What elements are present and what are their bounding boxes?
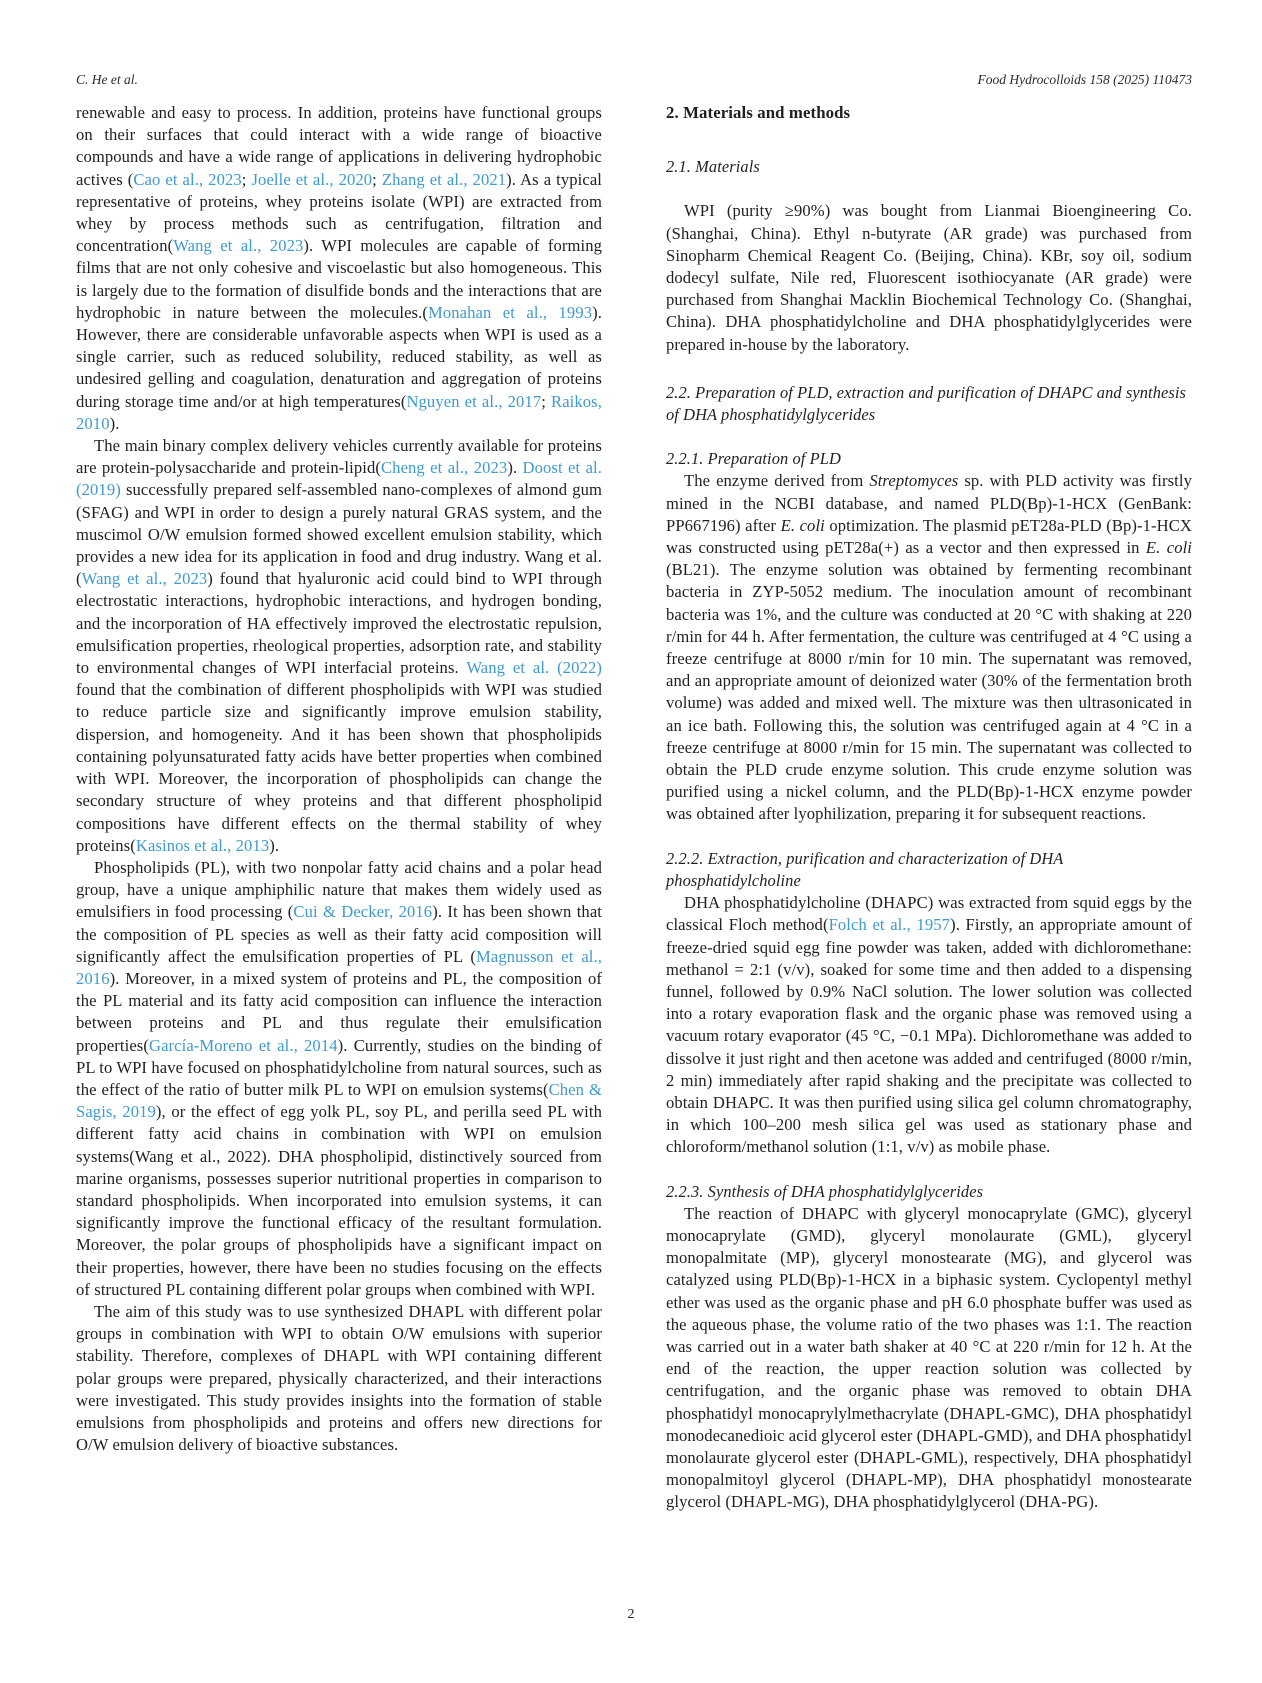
citation-link[interactable]: Nguyen et al., 2017 [406,391,542,411]
italic-term: E. coli [780,515,825,535]
paragraph: The aim of this study was to use synthesized DHAPL with different polar groups in combination with WPI to obtain O/W emulsions with superior stability. Therefore, complexes of DHAPL with WPI containing different polar groups were prepared, physically characterized, and their interactions were investigated. This study provides insights into the formation of stable emulsions from phospholipids and proteins and offers new directions for O/W emulsion delivery of bioactive substances. [76,1301,602,1455]
page-body [76,102,1192,1514]
paragraph: The main binary complex delivery vehicles currently available for proteins are protein-polysaccharide and protein-lipid(Cheng et al., 2023). Doost et al. (2019) successfully prepared self-assembled nano-complexes of almond gum (SFAG) and WPI in order to design a purely natural GRAS system, and the muscimol O/W emulsion formed showed excellent emulsion stability, which provides a new idea for its application in food and drug industry. Wang et al.(Wang et al., 2023) found that hyaluronic acid could bind to WPI through electrostatic interactions, hydrophobic interactions, and hydrogen bonding, and the incorporation of HA effectively improved the electrostatic repulsion, emulsification properties, rheological properties, adsorption rate, and stability to environmental changes of WPI interfacial proteins. Wang et al. (2022) found that the combination of different phospholipids with WPI was studied to reduce particle size and significantly improve emulsion stability, dispersion, and homogeneity. And it has been shown that phospholipids containing polyunsaturated fatty acids have better properties when combined with WPI. Moreover, the incorporation of phospholipids can change the secondary structure of whey proteins and that different phospholipid compositions have different effects on the thermal stability of whey proteins(Kasinos et al., 2013). [76,436,603,855]
citation-link[interactable]: Wang et al. (2022) [466,658,602,678]
right-column [666,102,1192,1514]
subsection-heading: 2.2. Preparation of PLD, extraction and purification of DHAPC and synthesis of DHA phosphatidylglycerides [666,382,1186,425]
citation-link[interactable]: Wang et al., 2023 [173,236,304,256]
subsection-heading: 2.2.2. Extraction, purification and characterization of DHA phosphatidylcholine [666,848,1064,890]
citation-link[interactable]: Joelle et al., 2020 [251,169,373,189]
subsection-heading: 2.2.3. Synthesis of DHA phosphatidylglycerides [666,1181,984,1201]
citation-link[interactable]: Zhang et al., 2021 [381,169,507,189]
paragraph: The enzyme derived from Streptomyces sp. with PLD activity was firstly mined in the NCBI database, and named PLD(Bp)-1-HCX (GenBank: PP667196) after E. coli optimization. The plasmid pET28a-PLD (Bp)-1-HCX was constructed using pET28a(+) as a vector and then expressed in E. coli (BL21). The enzyme solution was obtained by fermenting recombinant bacteria in ZYP-5052 medium. The inoculation amount of recombinant bacteria was 1%, and the culture was conducted at 20 °C with shaking at 220 r/min for 44 h. After fermentation, the culture was centrifuged at 4 °C using a freeze centrifuge at 8000 r/min for 10 min. The supernatant was removed, and an appropriate amount of deionized water (30% of the fermentation broth volume) was added and mixed well. The mixture was then ultrasonicated in an ice bath. Following this, the solution was centrifuged again at 4 °C in a freeze centrifuge at 8000 r/min for 15 min. The supernatant was collected to obtain the PLD crude enzyme solution. This crude enzyme solution was purified using a nickel column, and the PLD(Bp)-1-HCX enzyme powder was obtained after lyophilization, preparing it for subsequent reactions. [666,471,1193,824]
subsection-heading: 2.1. Materials [666,157,760,177]
paragraph: Phospholipids (PL), with two nonpolar fatty acid chains and a polar head group, have a unique amphiphilic nature that makes them widely used as emulsifiers in food processing (Cui & Decker, 2016). It has been shown that the composition of PL species as well as their fatty acid composition will significantly affect the emulsification properties of PL (Magnusson et al., 2016). Moreover, in a mixed system of proteins and PL, the composition of the PL material and its fatty acid composition can influence the interaction between proteins and PL and thus regulate their emulsification properties(García-Moreno et al., 2014). Currently, studies on the binding of PL to WPI have focused on phosphatidylcholine from natural sources, such as the effect of the ratio of butter milk PL to WPI on emulsion systems(Chen & Sagis, 2019), or the effect of egg yolk PL, soy PL, and perilla seed PL with different fatty acid chains in combination with WPI on emulsion systems(Wang et al., 2022). DHA phospholipid, distinctively sourced from marine organisms, possesses superior nutritional properties in comparison to standard phospholipids. When incorporated into emulsion systems, it can significantly improve the functional efficacy of the resultant formulation. Moreover, the polar groups of phospholipids have a significant impact on their properties, however, there have been no studies focusing on the effects of structured PL containing different polar groups when combined with WPI. [76,857,602,1299]
subsection-heading: 2.2.1. Preparation of PLD [666,449,841,469]
citation-link[interactable]: Chen & Sagis, 2019 [76,1079,602,1122]
section-heading: 2. Materials and methods [666,103,851,122]
citation-link[interactable]: Cao et al., 2023 [133,169,242,189]
citation-link[interactable]: Wang et al., 2023 [81,569,208,589]
citation-link[interactable]: Doost et al. (2019) [76,458,602,500]
page-number: 2 [627,1607,635,1622]
paragraph: The reaction of DHAPC with glyceryl monocaprylate (GMC), glyceryl monocaprylate (GMD), glyceryl monolaurate (GML), glyceryl monopalmitate (MP), glyceryl monostearate (MG), and glycerol was catalyzed using PLD(Bp)-1-HCX in a biphasic system. Cyclopentyl methyl ether was used as the organic phase and pH 6.0 phosphate buffer was used as the aqueous phase, the volume ratio of the two phases was 1:1. The reaction was carried out in a water bath shaker at 40 °C at 220 r/min for 12 h. At the end of the reaction, the upper reaction solution was collected by centrifugation, and the organic phase was removed to obtain DHA phosphatidyl monocaprylylmethacrylate (DHAPL-GMC), DHA phosphatidyl monodecanedioic acid glycerol ester (DHAPL-GMD), and DHA phosphatidyl monolaurate glycerol ester (DHAPL-GML), respectively, DHA phosphatidyl monopalmitoyl glycerol (DHAPL-MP), DHA phosphatidyl monostearate glycerol (DHAPL-MG), DHA phosphatidylglycerol (DHA-PG). [666,1203,1192,1512]
citation-link[interactable]: Kasinos et al., 2013 [135,835,270,855]
citation-link[interactable]: Cui & Decker, 2016 [293,902,433,922]
paragraph: renewable and easy to process. In addition, proteins have functional groups on their surfaces that could interact with a wide range of bioactive compounds and have a wide range of applications in delivering hydrophobic actives (Cao et al., 2023; Joelle et al., 2020; Zhang et al., 2021). As a typical representative of proteins, whey proteins isolate (WPI) are extracted from whey by process methods such as centrifugation, filtration and concentration(Wang et al., 2023). WPI molecules are capable of forming films that are not only cohesive and viscoelastic but also homogeneous. This is largely due to the formation of disulfide bonds and the interactions that are hydrophobic in nature between the molecules.(Monahan et al., 1993). However, there are considerable unfavorable aspects when WPI is used as a single carrier, such as reduced solubility, reduced stability, as well as undesired gelling and coagulation, denaturation and aggregation of proteins during storage time and/or at high temperatures(Nguyen et al., 2017; Raikos, 2010). [76,103,603,433]
running-head-journal: Food Hydrocolloids 158 (2025) 110473 [977,72,1192,87]
page-footer [0,1607,1262,1623]
italic-term: Streptomyces [869,471,959,491]
citation-link[interactable]: Monahan et al., 1993 [427,302,593,322]
italic-term: E. coli [1145,538,1193,558]
citation-link[interactable]: Cheng et al., 2023 [381,458,508,478]
left-column [76,102,602,1514]
citation-link[interactable]: Folch et al., 1957 [828,915,951,935]
running-head [76,72,1192,88]
citation-link[interactable]: García-Moreno et al., 2014 [148,1035,338,1055]
paragraph: WPI (purity ≥90%) was bought from Lianmai Bioengineering Co. (Shanghai, China). Ethyl n-butyrate (AR grade) was purchased from Sinopharm Chemical Reagent Co. (Beijing, China). KBr, soy oil, sodium dodecyl sulfate, Nile red, Fluorescent isothiocyanate (AR grade) were purchased from Shanghai Macklin Biochemical Technology Co. (Shanghai, China). DHA phosphatidylcholine and DHA phosphatidylglycerides were prepared in-house by the laboratory. [666,201,1192,354]
citation-link[interactable]: Magnusson et al., 2016 [76,946,602,988]
paragraph: DHA phosphatidylcholine (DHAPC) was extracted from squid eggs by the classical Floch method(Folch et al., 1957). Firstly, an appropriate amount of freeze-dried squid egg fine powder was taken, added with dichloromethane: methanol = 2:1 (v/v), soaked for some time and then added to a dispensing funnel, followed by 0.9% NaCl solution. The lower solution was collected into a rotary evaporation flask and the organic phase was removed using a vacuum rotary evaporator (45 °C, −0.1 MPa). Dichloromethane was added to dissolve it just right and then acetone was added and centrifuged (8000 r/min, 2 min) immediately after rapid shaking and the precipitate was collected to obtain DHAPC. It was then purified using silica gel column chromatography, in which 100–200 mesh silica gel was used as stationary phase and chloroform/methanol solution (1:1, v/v) as mobile phase. [666,893,1192,1157]
running-head-author: C. He et al. [76,72,138,87]
citation-link[interactable]: Raikos, 2010 [76,391,602,433]
